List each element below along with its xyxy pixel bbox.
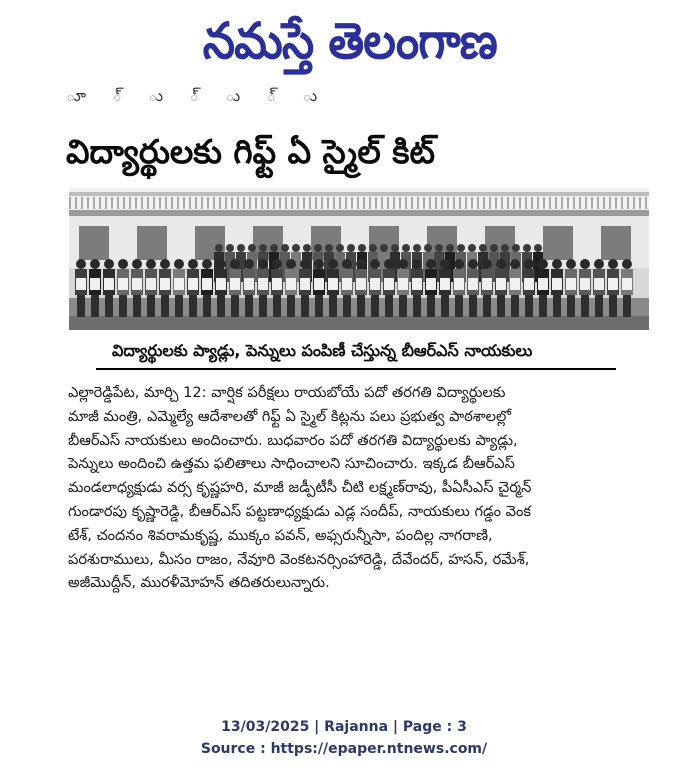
article-line: మండలాధ్యక్షుడు వర్స కృష్ణహరి, మాజీ జడ్పీటీసీ చీటి లక్ష్మణ్‌రావు, పీఏసీఎస్ చైర్మన్ — [68, 479, 532, 497]
photo-caption: విద్యార్థులకు ప్యాడ్లు, పెన్నులు పంపిణీ చేస్తున్న బీఆర్ఎస్ నాయకులు — [112, 341, 533, 360]
article-headline: విద్యార్థులకు గిఫ్ట్ ఏ స్మైల్ కిట్ — [66, 132, 435, 171]
news-photo — [69, 188, 649, 330]
article-line: టేశ్, చందనం శివరామకృష్ణ, ముక్కం పవన్, అఫ్సరున్నీసా, పందిల్ల నాగరాణి, — [68, 526, 493, 544]
newspaper-masthead — [140, 6, 560, 76]
article-line: పెన్నులు అందించి ఉత్తమ ఫలితాలు సాధించాలని సూచించారు. ఇక్కడ బీఆర్ఎస్ — [68, 455, 515, 473]
article-line: అజీమొద్దీన్, మురళీమోహన్ తదితరులున్నారు. — [68, 574, 330, 592]
masthead-title: నమస్తే తెలంగాణ — [203, 12, 497, 70]
footer-date-edition: 13/03/2025 | Rajanna | Page : 3 — [221, 719, 467, 735]
clipped-previous-text — [66, 86, 526, 105]
article-body — [68, 381, 648, 595]
group-photo-image — [69, 188, 649, 330]
clipped-text: ూ ్ ు ్ ు ్ ు — [66, 86, 340, 105]
caption-underline — [96, 368, 616, 370]
article-line: మాజీ మంత్రి, ఎమ్మెల్యే ఆదేశాలతో గిఫ్ట్ ఏ స్మైల్ కిట్లను పలు ప్రభుత్వ పాఠశాలల్లో — [68, 407, 512, 425]
article-line: ఎల్లారెడ్డిపేట, మార్చి 12: వార్షిక పరీక్షలు రాయబోయే పదో తరగతి విద్యార్థులకు — [68, 384, 506, 401]
article-line: బీఆర్ఎస్ నాయకులు అందించారు. బుధవారం పదో తరగతి విద్యార్థులకు ప్యాడ్లు, — [68, 431, 518, 449]
article-line: పరశురాములు, మీసం రాజం, నేవూరి వెంకటనర్సింహారెడ్డి, దేవేందర్, హసన్, రమేశ్, — [68, 550, 530, 568]
article-line: గుండారపు కృష్ణారెడ్డి, బీఆర్ఎస్ పట్టణాధ్యక్షుడు ఎడ్ల సందీప్, నాయకులు గడ్డం వెంక — [68, 502, 531, 520]
page-footer — [0, 716, 688, 760]
footer-source-link[interactable]: Source : https://epaper.ntnews.com/ — [200, 741, 488, 757]
